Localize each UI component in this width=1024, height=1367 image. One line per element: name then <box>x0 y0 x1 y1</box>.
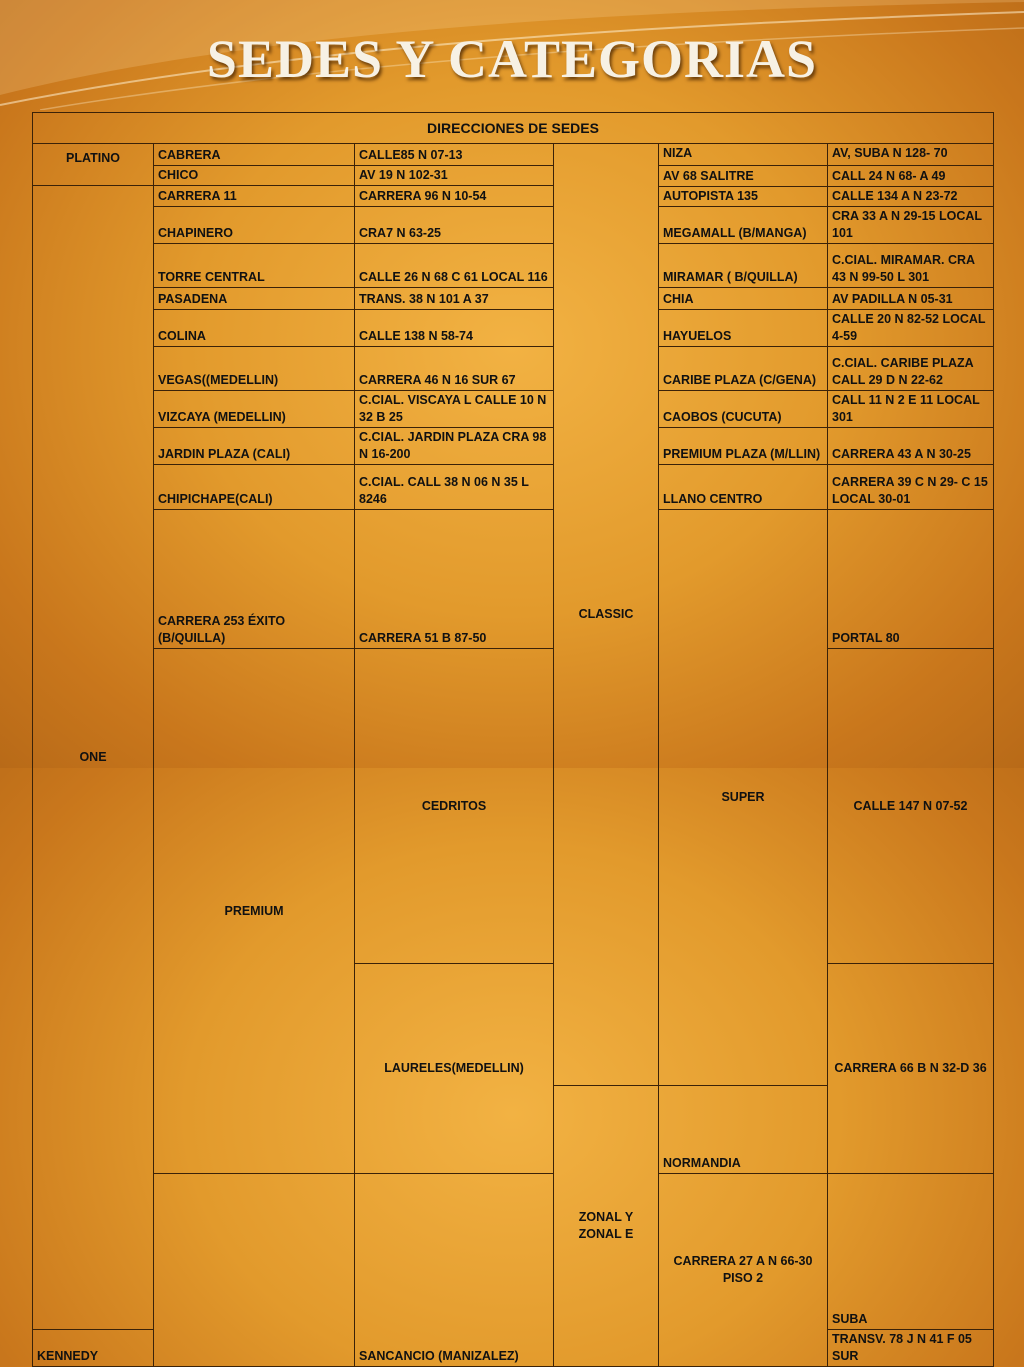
sede-address: CALLE 20 N 82-52 LOCAL 4-59 <box>828 310 994 347</box>
sede-name: COLINA <box>154 310 355 347</box>
sede-address: C.CIAL. MIRAMAR. CRA 43 N 99-50 L 301 <box>828 244 994 288</box>
table-row <box>33 649 994 754</box>
sedes-table <box>32 112 994 1367</box>
sede-address: CALL 11 N 2 E 11 LOCAL 301 <box>828 391 994 428</box>
sede-address: CRA 33 A N 29-15 LOCAL 101 <box>828 207 994 244</box>
sede-name: CARIBE PLAZA (C/GENA) <box>659 347 828 391</box>
sede-name: LAURELES(MEDELLIN) <box>355 964 554 1174</box>
sede-address: CARRERA 51 B 87-50 <box>355 510 554 649</box>
table-row <box>33 428 994 465</box>
sede-address: CALL 24 N 68- A 49 <box>828 166 994 187</box>
sede-address: AV 19 N 102-31 <box>355 166 554 186</box>
sede-name: CABRERA <box>154 144 355 166</box>
category-super: SUPER <box>659 510 828 1086</box>
sede-address: CARRERA 43 A N 30-25 <box>828 428 994 465</box>
sede-name: PORTAL 80 <box>828 510 994 649</box>
category-one: ONE <box>33 186 154 1330</box>
sede-name: MEGAMALL (B/MANGA) <box>659 207 828 244</box>
sede-name: CHIPICHAPE(CALI) <box>154 465 355 510</box>
sede-name: SUBA <box>828 1174 994 1330</box>
table-row <box>33 288 994 310</box>
sede-address: CALLE 138 N 58-74 <box>355 310 554 347</box>
sede-name: SANCANCIO (MANIZALEZ) <box>355 1174 554 1367</box>
sede-address: TRANS. 38 N 101 A 37 <box>355 288 554 310</box>
sede-name: PASADENA <box>154 288 355 310</box>
sede-spacer <box>154 1174 355 1367</box>
sede-name: HAYUELOS <box>659 310 828 347</box>
sede-name: TORRE CENTRAL <box>154 244 355 288</box>
sede-name: NIZA <box>659 144 828 166</box>
sede-address: C.CIAL. VISCAYA L CALLE 10 N 32 B 25 <box>355 391 554 428</box>
sede-name: JARDIN PLAZA (CALI) <box>154 428 355 465</box>
sede-address: AV, SUBA N 128- 70 <box>828 144 994 166</box>
table-row <box>33 347 994 391</box>
sede-address: CARRERA 46 N 16 SUR 67 <box>355 347 554 391</box>
sede-name: AUTOPISTA 135 <box>659 187 828 207</box>
sede-name: LLANO CENTRO <box>659 465 828 510</box>
sede-address: TRANSV. 78 J N 41 F 05 SUR <box>828 1330 994 1367</box>
table-row <box>33 1174 994 1330</box>
sede-name: VIZCAYA (MEDELLIN) <box>154 391 355 428</box>
sede-address: CRA7 N 63-25 <box>355 207 554 244</box>
sede-name: CEDRITOS <box>355 649 554 964</box>
sede-name: VEGAS((MEDELLIN) <box>154 347 355 391</box>
category-classic: CLASSIC <box>554 144 659 1086</box>
table-row <box>33 310 994 347</box>
sede-address: C.CIAL. CALL 38 N 06 N 35 L 8246 <box>355 465 554 510</box>
table-row <box>33 207 994 244</box>
table-row <box>33 465 994 510</box>
sede-address: CARRERA 96 N 10-54 <box>355 186 554 207</box>
sede-name: CAOBOS (CUCUTA) <box>659 391 828 428</box>
category-platino: PLATINO <box>33 144 154 186</box>
category-zonal: ZONAL Y ZONAL E <box>554 1086 659 1367</box>
sede-name: KENNEDY <box>33 1330 154 1367</box>
sede-name: MIRAMAR ( B/QUILLA) <box>659 244 828 288</box>
sede-address: CALLE 26 N 68 C 61 LOCAL 116 <box>355 244 554 288</box>
sede-name: CARRERA 11 <box>154 186 355 207</box>
sede-address: CARRERA 39 C N 29- C 15 LOCAL 30-01 <box>828 465 994 510</box>
table-title: DIRECCIONES DE SEDES <box>33 113 994 144</box>
sede-address: CARRERA 27 A N 66-30 PISO 2 <box>659 1174 828 1367</box>
sede-address: C.CIAL. CARIBE PLAZA CALL 29 D N 22-62 <box>828 347 994 391</box>
sede-name: CHIA <box>659 288 828 310</box>
page-title: SEDES Y CATEGORIAS <box>206 29 818 89</box>
sede-name: CHICO <box>154 166 355 186</box>
table-row <box>33 144 994 166</box>
sede-name: AV 68 SALITRE <box>659 166 828 187</box>
table-header-row <box>33 113 994 144</box>
sede-address: CARRERA 66 B N 32-D 36 <box>828 964 994 1174</box>
category-premium: PREMIUM <box>154 649 355 1174</box>
table-row <box>33 166 994 186</box>
sede-address: AV PADILLA N 05-31 <box>828 288 994 310</box>
sede-name: CARRERA 253 ÉXITO (B/QUILLA) <box>154 510 355 649</box>
sede-address: CALLE 147 N 07-52 <box>828 649 994 964</box>
sede-address: CALLE85 N 07-13 <box>355 144 554 166</box>
sede-address: C.CIAL. JARDIN PLAZA CRA 98 N 16-200 <box>355 428 554 465</box>
sede-name: PREMIUM PLAZA (M/LLIN) <box>659 428 828 465</box>
table-row <box>33 244 994 288</box>
table-row <box>33 510 994 649</box>
sede-name: NORMANDIA <box>659 1086 828 1174</box>
sede-name: CHAPINERO <box>154 207 355 244</box>
sede-address: CALLE 134 A N 23-72 <box>828 187 994 207</box>
table-row <box>33 391 994 428</box>
